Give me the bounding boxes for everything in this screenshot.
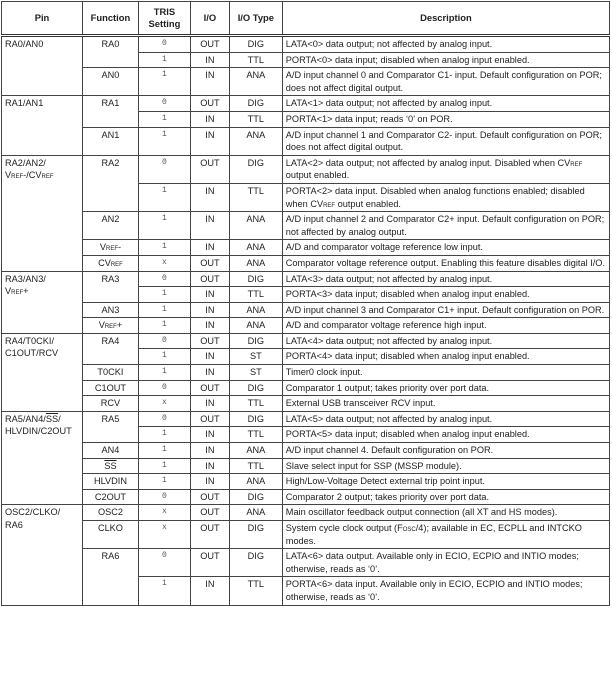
header-io: I/O <box>190 2 229 36</box>
tris-setting-cell: 0 <box>138 36 190 53</box>
description-cell: LATA<2> data output; not affected by analog input. Disabled when CVref output enabled. <box>282 155 609 183</box>
header-tris-text: TRIS Setting <box>148 6 181 29</box>
function-name-cell: RA0 <box>82 36 138 68</box>
io-type-cell: ST <box>229 365 282 381</box>
io-type-cell: ANA <box>229 474 282 490</box>
io-type-cell: DIG <box>229 549 282 577</box>
io-direction-cell: IN <box>190 212 229 240</box>
io-type-cell: ANA <box>229 255 282 271</box>
tris-setting-cell: 1 <box>138 127 190 155</box>
table-row <box>2 127 610 155</box>
description-cell: LATA<6> data output. Available only in ECIO, ECPIO and INTIO modes; otherwise, reads as ‘0’. <box>282 549 609 577</box>
io-type-cell: TTL <box>229 577 282 605</box>
table-row <box>2 474 610 490</box>
io-type-cell: ANA <box>229 240 282 256</box>
header-pin: Pin <box>2 2 83 36</box>
io-direction-cell: OUT <box>190 505 229 521</box>
table-row <box>2 36 610 53</box>
io-type-cell: TTL <box>229 287 282 303</box>
function-name-cell: $\overline{SS}$ <box>82 458 138 474</box>
description-cell: System cycle clock output (Fosc/4); available in EC, ECPLL and INTCKO modes. <box>282 521 609 549</box>
io-direction-cell: OUT <box>190 36 229 53</box>
tris-setting-cell: 0 <box>138 489 190 505</box>
header-io-type: I/O Type <box>229 2 282 36</box>
tris-setting-cell: x <box>138 396 190 412</box>
io-type-cell: ANA <box>229 302 282 318</box>
io-direction-cell: IN <box>190 287 229 303</box>
io-type-cell: TTL <box>229 458 282 474</box>
tris-setting-cell: x <box>138 505 190 521</box>
io-type-cell: ANA <box>229 68 282 96</box>
table-row <box>2 212 610 240</box>
description-cell: LATA<0> data output; not affected by analog input. <box>282 36 609 53</box>
pin-name-cell: RA1/AN1 <box>2 96 83 155</box>
function-name-cell: RA1 <box>82 96 138 127</box>
io-type-cell: DIG <box>229 36 282 53</box>
function-name-cell: T0CKI <box>82 365 138 381</box>
description-cell: Main oscillator feedback output connection (all XT and HS modes). <box>282 505 609 521</box>
tris-setting-cell: 1 <box>138 443 190 459</box>
description-cell: A/D and comparator voltage reference low input. <box>282 240 609 256</box>
description-cell: PORTA<5> data input; disabled when analog input enabled. <box>282 427 609 443</box>
tris-setting-cell: 0 <box>138 333 190 349</box>
tris-setting-cell: 1 <box>138 349 190 365</box>
function-name-cell: AN0 <box>82 68 138 96</box>
pin-name-cell: OSC2/CLKO/ RA6 <box>2 505 83 605</box>
description-cell: External USB transceiver RCV input. <box>282 396 609 412</box>
io-direction-cell: OUT <box>190 155 229 183</box>
function-name-cell: RCV <box>82 396 138 412</box>
tris-setting-cell: 0 <box>138 96 190 112</box>
pin-name-cell: RA2/AN2/ Vref-/CVref <box>2 155 83 271</box>
description-cell: LATA<5> data output; not affected by analog input. <box>282 411 609 427</box>
function-name-cell: RA3 <box>82 271 138 302</box>
table-row <box>2 458 610 474</box>
tris-setting-cell: 0 <box>138 411 190 427</box>
table-row <box>2 255 610 271</box>
description-cell: A/D input channel 1 and Comparator C2- input. Default configuration on POR; does not affect digital output. <box>282 127 609 155</box>
description-cell: A/D input channel 3 and Comparator C1+ input. Default configuration on POR. <box>282 302 609 318</box>
table-row <box>2 271 610 287</box>
table-row <box>2 489 610 505</box>
table-row <box>2 549 610 577</box>
io-direction-cell: OUT <box>190 521 229 549</box>
io-direction-cell: OUT <box>190 333 229 349</box>
io-direction-cell: OUT <box>190 271 229 287</box>
description-cell: PORTA<6> data input. Available only in ECIO, ECPIO and INTIO modes; otherwise, reads as ‘0’. <box>282 577 609 605</box>
io-type-cell: TTL <box>229 52 282 68</box>
io-type-cell: ST <box>229 349 282 365</box>
description-cell: A/D input channel 0 and Comparator C1- input. Default configuration on POR; does not affect digital output. <box>282 68 609 96</box>
table-row <box>2 380 610 396</box>
function-name-cell: HLVDIN <box>82 474 138 490</box>
tris-setting-cell: 1 <box>138 365 190 381</box>
function-name-cell: AN1 <box>82 127 138 155</box>
table-row <box>2 411 610 427</box>
description-cell: PORTA<0> data input; disabled when analog input enabled. <box>282 52 609 68</box>
table-row <box>2 333 610 349</box>
io-direction-cell: IN <box>190 318 229 334</box>
table-row <box>2 318 610 334</box>
io-type-cell: DIG <box>229 155 282 183</box>
description-cell: A/D input channel 4. Default configuration on POR. <box>282 443 609 459</box>
io-direction-cell: IN <box>190 458 229 474</box>
description-cell: LATA<1> data output; not affected by analog input. <box>282 96 609 112</box>
io-type-cell: TTL <box>229 111 282 127</box>
description-cell: A/D and comparator voltage reference high input. <box>282 318 609 334</box>
description-cell: Slave select input for SSP (MSSP module). <box>282 458 609 474</box>
io-direction-cell: IN <box>190 349 229 365</box>
io-type-cell: ANA <box>229 318 282 334</box>
table-row <box>2 68 610 96</box>
table-row <box>2 396 610 412</box>
io-direction-cell: OUT <box>190 255 229 271</box>
header-description: Description <box>282 2 609 36</box>
table-row <box>2 96 610 112</box>
function-name-cell: Vref+ <box>82 318 138 334</box>
description-cell: Comparator 2 output; takes priority over port data. <box>282 489 609 505</box>
io-type-cell: DIG <box>229 489 282 505</box>
io-type-cell: DIG <box>229 380 282 396</box>
tris-setting-cell: 0 <box>138 271 190 287</box>
pin-name-cell: $RA5/AN4/\overline{SS}/$ HLVDIN/C2OUT <box>2 411 83 505</box>
io-direction-cell: IN <box>190 302 229 318</box>
description-cell: LATA<4> data output; not affected by analog input. <box>282 333 609 349</box>
description-cell: Comparator voltage reference output. Enabling this feature disables digital I/O. <box>282 255 609 271</box>
io-type-cell: ANA <box>229 443 282 459</box>
function-name-cell: CVref <box>82 255 138 271</box>
header-function: Function <box>82 2 138 36</box>
io-direction-cell: IN <box>190 68 229 96</box>
io-direction-cell: IN <box>190 127 229 155</box>
header-tris-setting <box>138 2 190 36</box>
table-row <box>2 240 610 256</box>
description-cell: LATA<3> data output; not affected by analog input. <box>282 271 609 287</box>
io-type-cell: ANA <box>229 505 282 521</box>
table-header <box>2 2 610 36</box>
tris-setting-cell: 1 <box>138 318 190 334</box>
function-name-cell: CLKO <box>82 521 138 549</box>
tris-setting-cell: x <box>138 255 190 271</box>
function-name-cell: Vref- <box>82 240 138 256</box>
io-type-cell: ANA <box>229 212 282 240</box>
io-type-cell: DIG <box>229 411 282 427</box>
io-direction-cell: OUT <box>190 96 229 112</box>
function-name-cell: RA6 <box>82 549 138 605</box>
tris-setting-cell: 1 <box>138 183 190 211</box>
io-type-cell: DIG <box>229 521 282 549</box>
table-body <box>2 36 610 606</box>
table-row <box>2 365 610 381</box>
description-cell: High/Low-Voltage Detect external trip point input. <box>282 474 609 490</box>
io-type-cell: TTL <box>229 427 282 443</box>
description-cell: Comparator 1 output; takes priority over port data. <box>282 380 609 396</box>
description-cell: PORTA<3> data input; disabled when analog input enabled. <box>282 287 609 303</box>
table-row <box>2 302 610 318</box>
description-cell: Timer0 clock input. <box>282 365 609 381</box>
function-name-cell: RA2 <box>82 155 138 211</box>
description-cell: PORTA<4> data input; disabled when analog input enabled. <box>282 349 609 365</box>
tris-setting-cell: 1 <box>138 68 190 96</box>
io-direction-cell: IN <box>190 183 229 211</box>
io-type-cell: DIG <box>229 271 282 287</box>
io-direction-cell: IN <box>190 365 229 381</box>
io-type-cell: ANA <box>229 127 282 155</box>
tris-setting-cell: 1 <box>138 577 190 605</box>
tris-setting-cell: 1 <box>138 212 190 240</box>
io-direction-cell: OUT <box>190 489 229 505</box>
tris-setting-cell: 1 <box>138 111 190 127</box>
io-direction-cell: OUT <box>190 380 229 396</box>
tris-setting-cell: x <box>138 521 190 549</box>
description-cell: A/D input channel 2 and Comparator C2+ input. Default configuration on POR; not affected by analog output. <box>282 212 609 240</box>
pin-function-table <box>1 1 610 606</box>
function-name-cell: RA5 <box>82 411 138 442</box>
io-direction-cell: OUT <box>190 411 229 427</box>
function-name-cell: C2OUT <box>82 489 138 505</box>
io-direction-cell: IN <box>190 474 229 490</box>
tris-setting-cell: 1 <box>138 240 190 256</box>
pin-name-cell: RA0/AN0 <box>2 36 83 96</box>
tris-setting-cell: 1 <box>138 302 190 318</box>
io-type-cell: DIG <box>229 96 282 112</box>
tris-setting-cell: 0 <box>138 380 190 396</box>
function-name-cell: OSC2 <box>82 505 138 521</box>
tris-setting-cell: 1 <box>138 287 190 303</box>
tris-setting-cell: 0 <box>138 549 190 577</box>
pin-name-cell: RA3/AN3/ Vref+ <box>2 271 83 333</box>
io-direction-cell: IN <box>190 427 229 443</box>
io-type-cell: DIG <box>229 333 282 349</box>
function-name-cell: RA4 <box>82 333 138 364</box>
function-name-cell: C1OUT <box>82 380 138 396</box>
table-row <box>2 155 610 183</box>
io-type-cell: TTL <box>229 396 282 412</box>
io-type-cell: TTL <box>229 183 282 211</box>
table-row <box>2 521 610 549</box>
io-direction-cell: IN <box>190 396 229 412</box>
description-cell: PORTA<1> data input; reads ‘0’ on POR. <box>282 111 609 127</box>
description-cell: PORTA<2> data input. Disabled when analog functions enabled; disabled when CVref output enabled. <box>282 183 609 211</box>
pin-name-cell: RA4/T0CKI/ C1OUT/RCV <box>2 333 83 411</box>
table-row <box>2 505 610 521</box>
function-name-cell: AN3 <box>82 302 138 318</box>
function-name-cell: AN4 <box>82 443 138 459</box>
io-direction-cell: IN <box>190 52 229 68</box>
tris-setting-cell: 1 <box>138 474 190 490</box>
io-direction-cell: IN <box>190 443 229 459</box>
tris-setting-cell: 1 <box>138 52 190 68</box>
tris-setting-cell: 1 <box>138 458 190 474</box>
tris-setting-cell: 1 <box>138 427 190 443</box>
function-name-cell: AN2 <box>82 212 138 240</box>
io-direction-cell: IN <box>190 111 229 127</box>
io-direction-cell: IN <box>190 577 229 605</box>
tris-setting-cell: 0 <box>138 155 190 183</box>
io-direction-cell: IN <box>190 240 229 256</box>
table-row <box>2 443 610 459</box>
io-direction-cell: OUT <box>190 549 229 577</box>
